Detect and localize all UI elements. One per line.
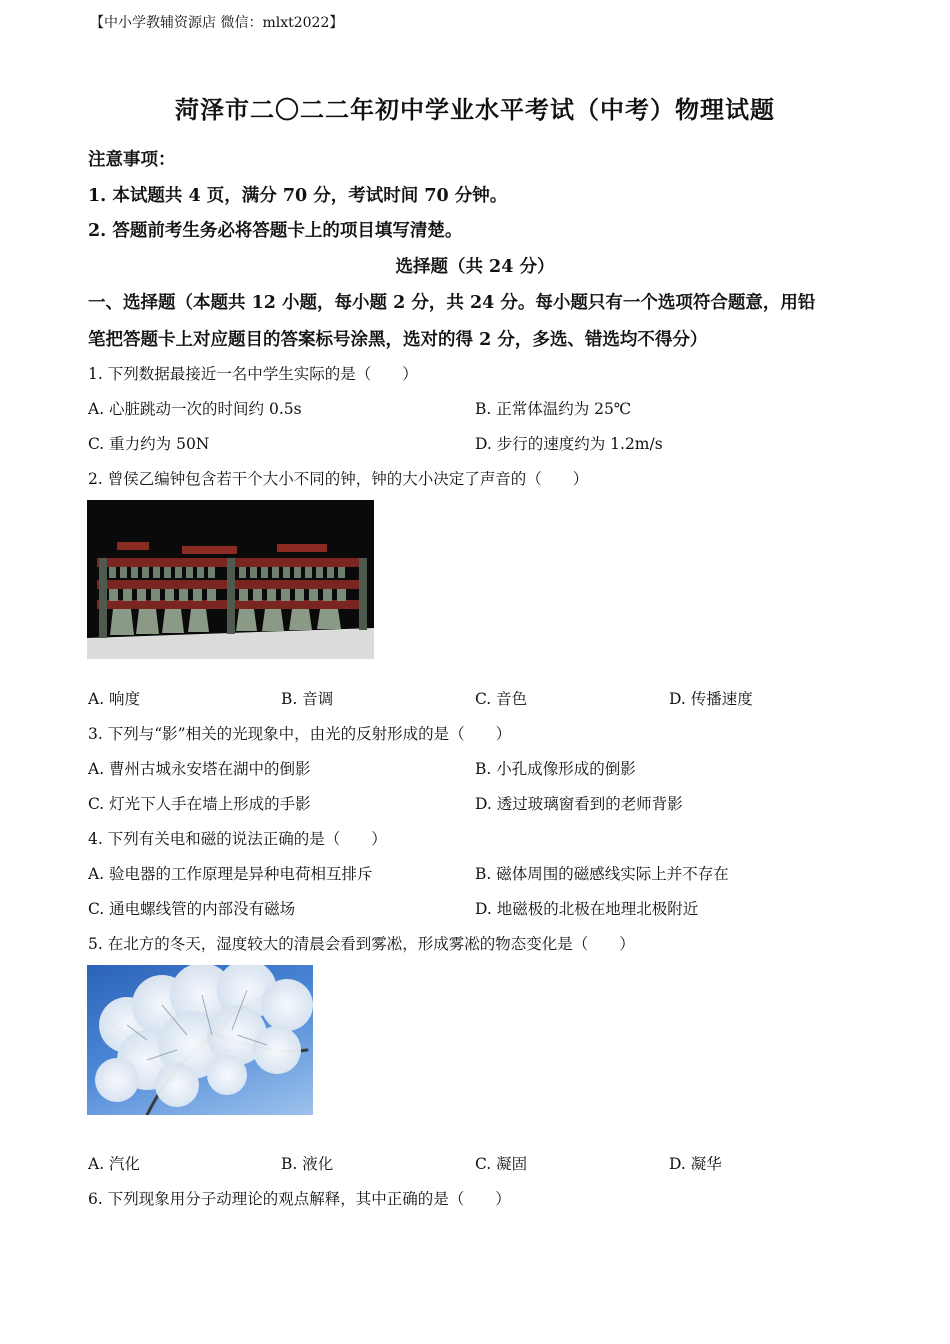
question-3-option-a: A. 曹州古城永安塔在湖中的倒影 (88, 760, 311, 778)
question-2-option-b: B. 音调 (281, 690, 334, 708)
question-3-option-b: B. 小孔成像形成的倒影 (475, 760, 636, 778)
question-1-option-b: B. 正常体温约为 25℃ (475, 400, 632, 418)
question-5-option-d: D. 凝华 (669, 1155, 722, 1173)
notice-heading: 注意事项： (88, 150, 176, 170)
question-5-option-c: C. 凝固 (475, 1155, 528, 1173)
question-4-option-b: B. 磁体周围的磁感线实际上并不存在 (475, 865, 729, 883)
question-1-option-a: A. 心脏跳动一次的时间约 0.5s (88, 400, 302, 418)
question-5-stem: 5. 在北方的冬天，湿度较大的清晨会看到雾凇，形成雾凇的物态变化是（ ） (88, 935, 635, 953)
question-2-option-d: D. 传播速度 (669, 690, 753, 708)
question-4-stem: 4. 下列有关电和磁的说法正确的是（ ） (88, 830, 387, 848)
question-3-option-d: D. 透过玻璃窗看到的老师背影 (475, 795, 683, 813)
rime-frost-photo (87, 965, 313, 1115)
part-one-instruction-line2: 笔把答题卡上对应题目的答案标号涂黑，选对的得 2 分，多选、错选均不得分） (88, 330, 708, 350)
question-4-option-a: A. 验电器的工作原理是异种电荷相互排斥 (88, 865, 373, 883)
chime-bells-illustration (87, 500, 374, 659)
notice-item-2: 2. 答题前考生务必将答题卡上的项目填写清楚。 (88, 221, 463, 241)
question-4-option-d: D. 地磁极的北极在地理北极附近 (475, 900, 699, 918)
question-6-stem: 6. 下列现象用分子动理论的观点解释，其中正确的是（ ） (88, 1190, 511, 1208)
question-3-stem: 3. 下列与“影”相关的光现象中，由光的反射形成的是（ ） (88, 725, 512, 743)
question-2-stem: 2. 曾侯乙编钟包含若干个大小不同的钟，钟的大小决定了声音的（ ） (88, 470, 589, 488)
question-5-option-a: A. 汽化 (88, 1155, 141, 1173)
question-4-option-c: C. 通电螺线管的内部没有磁场 (88, 900, 296, 918)
part-one-instruction-line1: 一、选择题（本题共 12 小题，每小题 2 分，共 24 分。每小题只有一个选项符合题意，用铅 (88, 293, 816, 313)
rime-tree-illustration (87, 965, 313, 1115)
question-2-option-c: C. 音色 (475, 690, 528, 708)
question-3-option-c: C. 灯光下人手在墙上形成的手影 (88, 795, 311, 813)
question-1-option-c: C. 重力约为 50N (88, 435, 210, 453)
header-note: 【中小学教辅资源店 微信：mlxt2022】 (90, 15, 344, 31)
notice-item-1: 1. 本试题共 4 页，满分 70 分，考试时间 70 分钟。 (88, 186, 508, 206)
question-1-option-d: D. 步行的速度约为 1.2m/s (475, 435, 663, 453)
question-1-stem: 1. 下列数据最接近一名中学生实际的是（ ） (88, 365, 418, 383)
chime-bells-photo (87, 500, 374, 659)
question-2-option-a: A. 响度 (88, 690, 141, 708)
question-5-option-b: B. 液化 (281, 1155, 334, 1173)
section-title: 选择题（共 24 分） (395, 257, 555, 277)
page-title: 菏泽市二〇二二年初中学业水平考试（中考）物理试题 (175, 95, 775, 124)
